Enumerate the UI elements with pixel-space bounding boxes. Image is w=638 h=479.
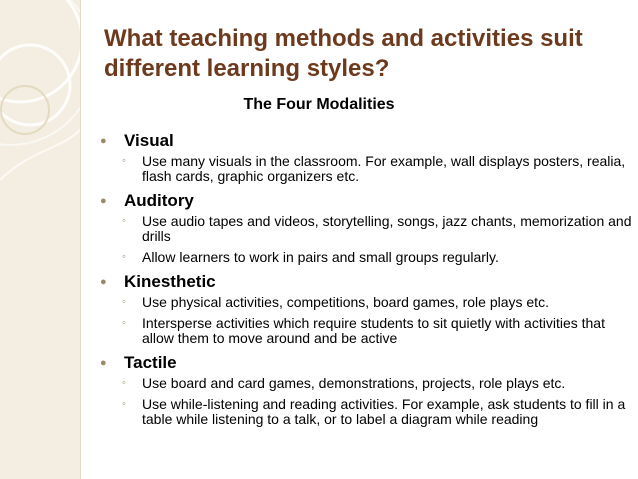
bullet-icon: ● bbox=[100, 135, 107, 147]
bullet-icon: ● bbox=[100, 276, 107, 288]
list-item: ◦ Use many visuals in the classroom. For example, wall displays posters, realia, flash cards, graphic organizers etc. bbox=[122, 153, 626, 184]
circle-bullet-icon: ◦ bbox=[122, 251, 126, 263]
modalities-list bbox=[100, 126, 632, 433]
modality-heading-label: Auditory bbox=[124, 191, 194, 210]
modality-heading bbox=[100, 190, 632, 212]
decorative-side-band bbox=[0, 0, 81, 479]
modality-tactile bbox=[100, 352, 632, 427]
decorative-circles bbox=[0, 0, 80, 479]
slide-title: What teaching methods and activities suit different learning styles? bbox=[104, 25, 583, 82]
circle-bullet-icon: ◦ bbox=[122, 398, 126, 410]
modality-heading-label: Visual bbox=[124, 131, 174, 150]
modality-points bbox=[100, 376, 632, 427]
slide-subtitle: The Four Modalities bbox=[243, 96, 395, 113]
modality-kinesthetic bbox=[100, 271, 632, 346]
modality-auditory bbox=[100, 190, 632, 265]
modality-points bbox=[100, 214, 632, 265]
modality-heading bbox=[100, 271, 632, 293]
circle-bullet-icon: ◦ bbox=[122, 155, 126, 167]
list-item: ◦ Use physical activities, competitions, board games, role plays etc. bbox=[122, 294, 549, 310]
modality-points bbox=[100, 154, 632, 184]
modality-heading bbox=[100, 130, 632, 152]
modality-points bbox=[100, 295, 632, 346]
bullet-icon: ● bbox=[100, 357, 107, 369]
modality-heading bbox=[100, 352, 632, 374]
circle-bullet-icon: ◦ bbox=[122, 296, 126, 308]
modality-visual bbox=[100, 130, 632, 184]
list-item: ◦ Allow learners to work in pairs and small groups regularly. bbox=[122, 249, 499, 265]
list-item: ◦ Intersperse activities which require students to sit quietly with activities that allow them to move around and be active bbox=[122, 315, 605, 346]
modality-heading-label: Kinesthetic bbox=[124, 272, 216, 291]
circle-bullet-icon: ◦ bbox=[122, 317, 126, 329]
list-item: ◦ Use while-listening and reading activities. For example, ask students to fill in a table while listening to a talk, or to label a diagram while reading bbox=[122, 396, 626, 427]
circle-bullet-icon: ◦ bbox=[122, 377, 126, 389]
bullet-icon: ● bbox=[100, 195, 107, 207]
list-item: ◦ Use board and card games, demonstrations, projects, role plays etc. bbox=[122, 375, 566, 391]
list-item: ◦ Use audio tapes and videos, storytelling, songs, jazz chants, memorization and drills bbox=[122, 213, 632, 244]
modality-heading-label: Tactile bbox=[124, 353, 177, 372]
circle-bullet-icon: ◦ bbox=[122, 215, 126, 227]
